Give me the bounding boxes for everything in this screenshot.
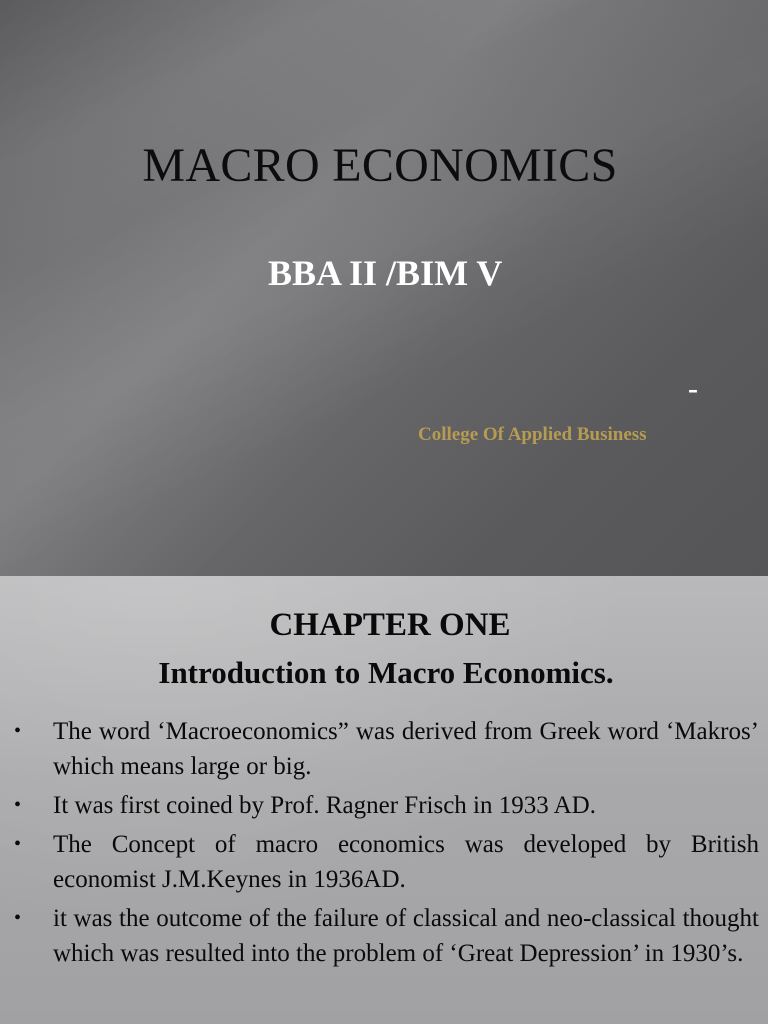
bullet-text: The Concept of macro economics was developed by British economist J.M.Keynes in 1936AD. <box>53 831 759 893</box>
bullet-icon: • <box>14 833 22 855</box>
bullet-item <box>0 827 768 897</box>
bullet-text: The word ‘Macroeconomics” was derived from Greek word ‘Makros’ which means large or big. <box>53 718 759 780</box>
chapter-title: CHAPTER ONE <box>269 607 511 643</box>
bullet-text: it was the outcome of the failure of classical and neo-classical thought which was resulted into the problem of ‘Great Depression’ in 1930’s. <box>53 905 759 967</box>
bullet-text: It was first coined by Prof. Ragner Frisch in 1933 AD. <box>53 792 596 819</box>
content-slide <box>0 576 768 1024</box>
bullet-list <box>0 714 768 975</box>
bullet-icon: • <box>14 720 22 742</box>
college-name: College Of Applied Business <box>418 424 647 445</box>
bullet-item <box>0 788 768 823</box>
presenter-dash: - <box>688 372 698 405</box>
bullet-item <box>0 901 768 971</box>
bullet-icon: • <box>14 794 22 816</box>
slide-title: MACRO ECONOMICS <box>142 139 618 192</box>
bullet-item <box>0 714 768 784</box>
slide-subtitle: BBA II /BIM V <box>268 253 503 293</box>
bullet-icon: • <box>14 907 22 929</box>
chapter-heading: Introduction to Macro Economics. <box>158 655 614 690</box>
